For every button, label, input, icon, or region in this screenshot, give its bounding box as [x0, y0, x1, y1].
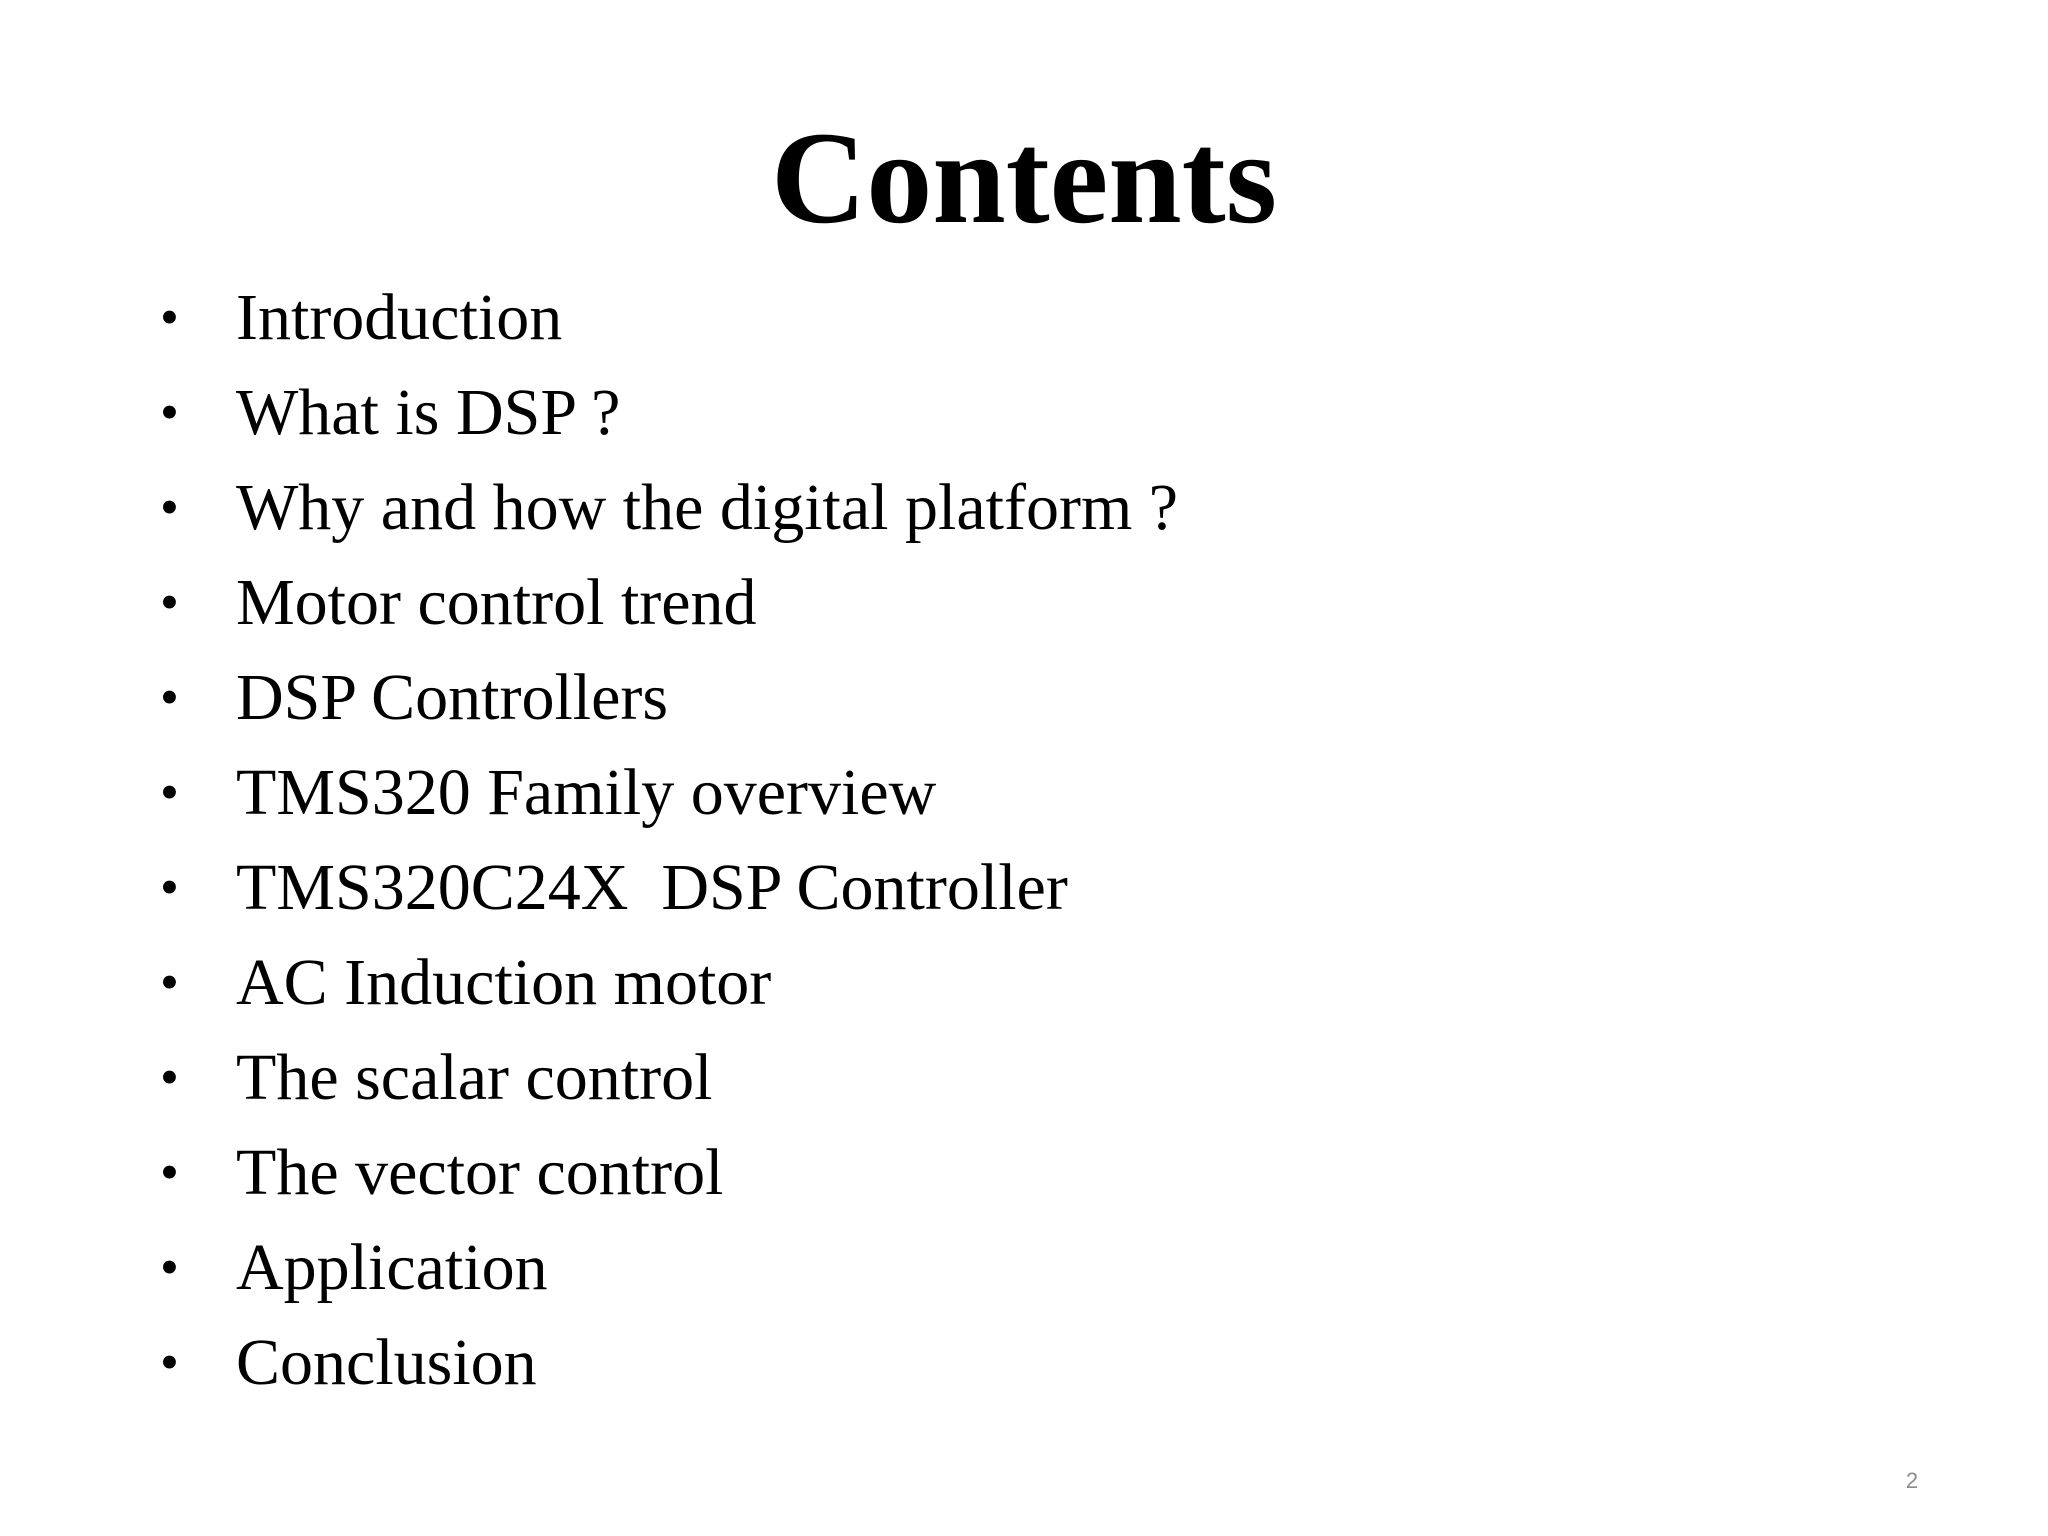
list-item — [160, 1220, 1178, 1315]
list-item — [160, 555, 1178, 650]
bullet-icon: • — [160, 1332, 179, 1392]
bullet-icon: • — [160, 952, 179, 1012]
list-item-text: The scalar control — [236, 1041, 713, 1114]
list-item-text: AC Induction motor — [236, 946, 772, 1019]
bullet-icon: • — [160, 1237, 179, 1297]
bullet-icon: • — [160, 477, 179, 537]
list-item — [160, 365, 1178, 460]
list-item — [160, 1315, 1178, 1410]
list-item — [160, 650, 1178, 745]
list-item-text: Introduction — [236, 281, 563, 354]
contents-list — [160, 270, 1178, 1410]
list-item — [160, 270, 1178, 365]
list-item — [160, 460, 1178, 555]
bullet-icon: • — [160, 667, 179, 727]
bullet-icon: • — [160, 857, 179, 917]
bullet-icon: • — [160, 382, 179, 442]
list-item — [160, 1125, 1178, 1220]
list-item-text: Motor control trend — [236, 566, 757, 639]
bullet-icon: • — [160, 762, 179, 822]
list-item — [160, 745, 1178, 840]
list-item — [160, 935, 1178, 1030]
bullet-icon: • — [160, 287, 179, 347]
list-item-text: The vector control — [236, 1136, 724, 1209]
list-item-text: What is DSP ? — [236, 376, 621, 449]
list-item-text: Conclusion — [236, 1326, 537, 1399]
list-item-text: Application — [236, 1231, 548, 1304]
list-item-text: DSP Controllers — [236, 661, 669, 734]
list-item — [160, 1030, 1178, 1125]
bullet-icon: • — [160, 572, 179, 632]
list-item-text: TMS320 Family overview — [236, 756, 937, 829]
list-item-text: TMS320C24X DSP Controller — [236, 851, 1068, 924]
page-number: 2 — [1905, 1468, 1919, 1493]
bullet-icon: • — [160, 1142, 179, 1202]
list-item — [160, 840, 1178, 935]
slide-title: Contents — [770, 104, 1278, 251]
bullet-icon: • — [160, 1047, 179, 1107]
list-item-text: Why and how the digital platform ? — [236, 471, 1179, 544]
